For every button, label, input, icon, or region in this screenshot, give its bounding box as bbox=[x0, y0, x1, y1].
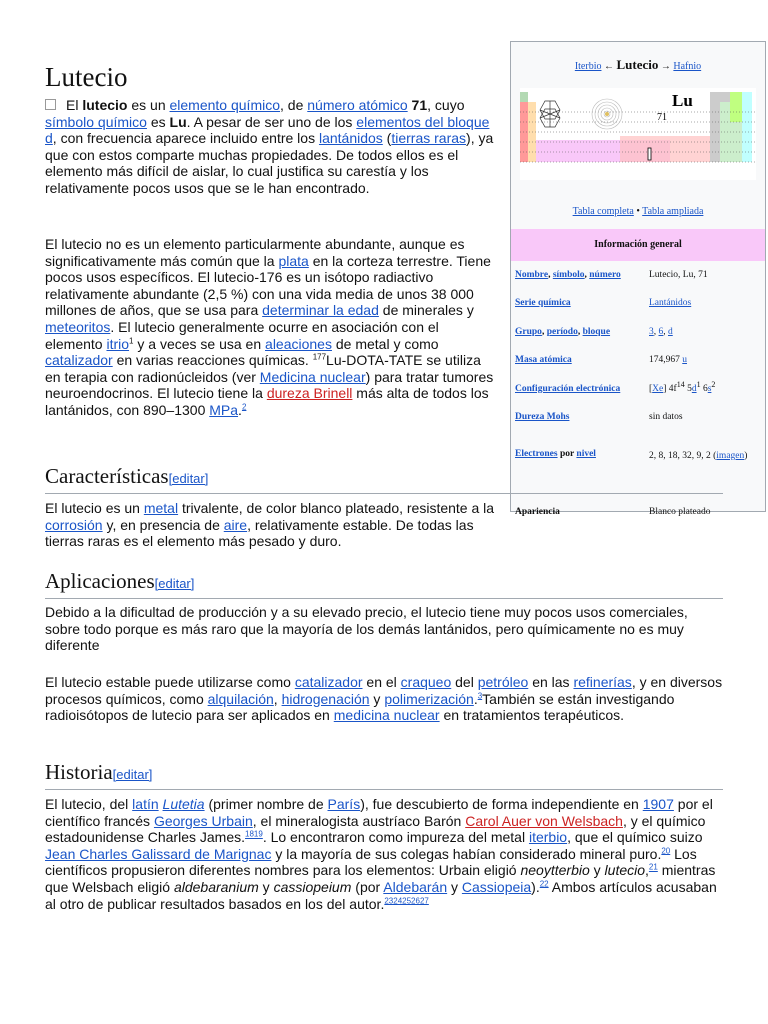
text: neoytterbio bbox=[520, 862, 590, 879]
historia-paragraph bbox=[45, 796, 725, 912]
text: 2, 8, 18, 32, 9, 2 ( bbox=[649, 451, 717, 461]
text: ), fue descubierto de forma independiente en bbox=[360, 796, 643, 812]
intro-paragraph-1 bbox=[45, 97, 495, 197]
arrow-right: → bbox=[660, 61, 671, 72]
inline-link[interactable]: petróleo bbox=[477, 674, 529, 690]
inline-link[interactable]: símbolo químico bbox=[45, 113, 147, 130]
inline-link[interactable]: d bbox=[691, 383, 697, 394]
inline-link[interactable]: hidrogenación bbox=[281, 690, 370, 707]
bold-text: lutecio bbox=[82, 97, 128, 113]
info-value bbox=[645, 290, 765, 319]
text: y a veces se usa en bbox=[133, 335, 266, 352]
text: ) para tratar tumores neuroendocrinos. El lutecio tiene la bbox=[45, 368, 494, 402]
inline-link[interactable]: número bbox=[589, 269, 621, 280]
heading-caracteristicas-text: Características bbox=[45, 464, 169, 488]
text: en tratamientos terapéuticos. bbox=[439, 707, 625, 724]
missing-page-link[interactable]: Carol Auer von Welsbach bbox=[465, 812, 623, 829]
inline-link[interactable]: 3 bbox=[649, 326, 654, 337]
bold-text: 71 bbox=[411, 97, 428, 113]
text: Lu-DOTA-TATE se utiliza en terapia con radionúcleidos (ver bbox=[45, 352, 481, 385]
info-value bbox=[645, 375, 765, 404]
inline-link[interactable]: 6 bbox=[658, 326, 664, 337]
next-element-link[interactable]: Hafnio bbox=[673, 61, 702, 72]
text: en el bbox=[362, 674, 401, 690]
text: . bbox=[238, 401, 242, 418]
text: , relativamente estable. De todas las tierras raras es el elemento más pesado y duro. bbox=[45, 516, 474, 550]
inline-link[interactable]: Electrones bbox=[515, 449, 558, 459]
caracteristicas-paragraph bbox=[45, 500, 503, 550]
info-value bbox=[645, 404, 765, 433]
text: ), ya que con estos comparte muchas propiedades. De todos ellos es el elemento más difícil de aislar, lo cual justifica su carestía y los relativamente pocos usos que se le han encontrado. bbox=[45, 130, 494, 196]
inline-link[interactable]: Lantánidos bbox=[649, 298, 692, 309]
text: [ bbox=[649, 383, 653, 394]
text: ( bbox=[382, 130, 392, 147]
bold-text: Lu bbox=[169, 113, 187, 130]
text: y, en presencia de bbox=[102, 516, 224, 533]
info-label bbox=[511, 375, 645, 404]
superscript: 2 bbox=[711, 379, 716, 389]
inline-link[interactable]: París bbox=[327, 796, 361, 812]
text: por el científico francés bbox=[45, 796, 713, 829]
inline-link[interactable]: Georges Urbain bbox=[153, 812, 253, 829]
text: , con frecuencia aparece incluido entre los bbox=[52, 130, 319, 147]
info-label bbox=[511, 261, 645, 290]
inline-link[interactable]: bloque bbox=[582, 326, 611, 337]
info-row bbox=[511, 498, 765, 527]
info-value bbox=[645, 498, 765, 527]
superscript: 14 bbox=[676, 379, 685, 389]
heading-aplicaciones bbox=[45, 569, 723, 599]
text: , el mineralogista austríaco Barón bbox=[252, 812, 466, 829]
heading-historia bbox=[45, 760, 723, 790]
text: , bbox=[273, 690, 282, 707]
inline-link[interactable]: MPa bbox=[209, 401, 239, 418]
inline-link[interactable]: elementos del bloque d bbox=[45, 113, 490, 147]
text: en la corteza terrestre. Tiene pocos usos específicos. El lutecio-176 es un isótopo radiactivo relativamente abundante (2,5 %) con una vida media de unos 38 000 millones de años, que se usa para bbox=[45, 252, 491, 319]
info-row bbox=[511, 290, 765, 319]
text: sin datos bbox=[649, 412, 683, 423]
text: trivalente, de color blanco plateado, resistente a la bbox=[178, 500, 495, 516]
inline-link[interactable]: craqueo bbox=[400, 674, 452, 690]
text: El lutecio estable puede utilizarse como bbox=[45, 674, 295, 690]
reference-link[interactable]: 2 bbox=[241, 402, 247, 412]
inline-link[interactable]: s bbox=[707, 383, 712, 394]
text: El lutecio, del bbox=[45, 796, 133, 812]
info-label bbox=[511, 404, 645, 433]
inline-link[interactable]: polimerización bbox=[384, 690, 474, 707]
text: Apariencia bbox=[515, 506, 560, 517]
reference-link[interactable]: 1819 bbox=[245, 829, 263, 839]
text: por bbox=[557, 449, 577, 459]
separator: • bbox=[636, 206, 640, 217]
aplicaciones-paragraph-2 bbox=[45, 674, 725, 724]
reference-link[interactable]: 3 bbox=[477, 690, 483, 700]
text: . bbox=[473, 690, 478, 707]
inline-link[interactable]: Configuración electrónica bbox=[515, 383, 621, 394]
text: ] 4f bbox=[663, 383, 677, 394]
inline-link[interactable]: símbolo bbox=[552, 269, 585, 280]
text: y la mayoría de sus colegas habían considerado mineral puro. bbox=[271, 845, 662, 862]
atomic-number-small: 71 bbox=[657, 112, 667, 123]
page-title: Lutecio bbox=[45, 62, 128, 92]
text: , bbox=[663, 326, 668, 337]
heading-historia-text: Historia bbox=[45, 760, 113, 784]
info-label bbox=[511, 290, 645, 319]
text: 174,967 bbox=[649, 355, 683, 366]
info-value bbox=[645, 261, 765, 290]
text: , y el químico estadounidense Charles James. bbox=[45, 812, 706, 846]
inline-link[interactable]: imagen bbox=[716, 451, 745, 461]
text: Los científicos propusieron diferentes nombres para los elementos: Urbain eligió bbox=[45, 845, 697, 879]
text: y bbox=[369, 690, 385, 707]
text: . Lo encontraron como impureza del metal bbox=[262, 829, 529, 846]
reference-link[interactable]: 22 bbox=[539, 879, 549, 889]
text: Blanco plateado bbox=[649, 506, 711, 517]
inline-link[interactable]: Dureza Mohs bbox=[515, 412, 570, 423]
text: También se están investigando radioisótopos de lutecio para ser aplicados en bbox=[45, 690, 675, 724]
info-row bbox=[511, 261, 765, 290]
inline-link[interactable]: corrosión bbox=[45, 516, 103, 533]
inline-link[interactable]: d bbox=[668, 326, 673, 337]
inline-link[interactable]: elemento químico bbox=[169, 97, 281, 113]
text: . A pesar de ser uno de los bbox=[186, 113, 357, 130]
inline-link[interactable]: número atómico bbox=[307, 97, 408, 113]
info-label bbox=[511, 318, 645, 347]
text: más alta de todos los lantánidos, con 890–1300 bbox=[45, 385, 489, 418]
periodic-table-image[interactable] bbox=[520, 88, 756, 180]
inline-link[interactable]: nivel bbox=[576, 449, 596, 459]
inline-link[interactable]: metal bbox=[143, 500, 179, 516]
text: 6 bbox=[700, 383, 708, 394]
inline-link[interactable]: Jean Charles Galissard de Marignac bbox=[45, 845, 272, 862]
table-links bbox=[511, 204, 765, 221]
info-value bbox=[645, 347, 765, 376]
text: , bbox=[577, 326, 583, 337]
tabla-ampliada-link[interactable]: Tabla ampliada bbox=[642, 206, 704, 217]
info-label bbox=[511, 347, 645, 376]
inline-link[interactable]: aleaciones bbox=[265, 335, 332, 352]
inline-link[interactable]: meteoritos bbox=[45, 318, 111, 335]
inline-link[interactable]: Serie química bbox=[515, 298, 571, 309]
info-row bbox=[511, 318, 765, 347]
tabla-completa-link[interactable]: Tabla completa bbox=[572, 206, 634, 217]
inline-link[interactable]: catalizador bbox=[294, 674, 363, 690]
text: y bbox=[447, 878, 462, 895]
inline-link[interactable]: 1907 bbox=[642, 796, 674, 812]
text: (por bbox=[351, 878, 384, 895]
text: y bbox=[589, 862, 605, 879]
text: es bbox=[146, 113, 170, 130]
arrow-left: ← bbox=[603, 61, 614, 72]
inline-link[interactable]: medicina nuclear bbox=[333, 707, 440, 724]
text: , bbox=[645, 862, 649, 879]
edit-aplicaciones-link[interactable]: [editar] bbox=[154, 576, 195, 591]
inline-link[interactable]: u bbox=[682, 355, 687, 366]
info-row bbox=[511, 375, 765, 404]
text: , y en diversos procesos químicos, como bbox=[45, 674, 723, 707]
reference-link[interactable]: 20 bbox=[661, 846, 671, 856]
edit-caracteristicas-link[interactable]: [editar] bbox=[168, 471, 209, 486]
text: Ambos artículos acusaban al otro de publicar resultados basados en los del autor. bbox=[45, 878, 717, 912]
inline-link[interactable]: refinerías bbox=[573, 674, 632, 690]
inline-link[interactable]: Lutetia bbox=[162, 796, 205, 812]
prev-element-link[interactable]: Iterbio bbox=[574, 61, 602, 72]
inline-link[interactable]: lantánidos bbox=[318, 130, 383, 147]
element-symbol: Lu bbox=[672, 91, 693, 110]
text: lutecio bbox=[604, 862, 646, 879]
inline-link[interactable]: Cassiopeia bbox=[461, 878, 532, 895]
element-navigation bbox=[511, 57, 765, 76]
inline-link[interactable]: Nombre bbox=[515, 269, 549, 280]
inline-link[interactable]: iterbio bbox=[528, 829, 568, 846]
inline-link[interactable]: Grupo bbox=[515, 326, 542, 337]
text: de metal y como bbox=[331, 335, 439, 352]
heading-caracteristicas bbox=[45, 464, 723, 494]
superscript: 177 bbox=[312, 352, 327, 362]
heading-aplicaciones-text: Aplicaciones bbox=[45, 569, 155, 593]
reference-link[interactable]: 21 bbox=[648, 862, 658, 872]
inline-link[interactable]: latín bbox=[132, 796, 159, 812]
text: ). bbox=[531, 878, 540, 895]
text: de minerales y bbox=[378, 302, 474, 319]
inline-link[interactable]: aire bbox=[223, 516, 248, 533]
edit-historia-link[interactable]: [editar] bbox=[112, 767, 153, 782]
text: (primer nombre de bbox=[204, 796, 328, 812]
inline-link[interactable]: plata bbox=[278, 252, 309, 269]
text: , cuyo bbox=[427, 97, 465, 113]
inline-link[interactable]: alquilación bbox=[207, 690, 274, 707]
text: ) bbox=[744, 451, 748, 461]
inline-link[interactable]: itrio bbox=[106, 335, 130, 352]
text: , bbox=[653, 326, 659, 337]
text: 5 bbox=[684, 383, 692, 394]
text: cassiopeium bbox=[273, 878, 352, 895]
info-section-title: Información general bbox=[511, 229, 765, 261]
text: , de bbox=[280, 97, 308, 113]
text: mientras que Welsbach eligió bbox=[45, 862, 716, 895]
text: del bbox=[451, 674, 478, 690]
text: Debido a la dificultad de producción y a su elevado precio, el lutecio tiene muy pocos usos comerciales, sobre todo porque es más raro que la mayoría de los demás lantánidos, pero químicamente no es muy diferente bbox=[45, 604, 688, 654]
text: es un bbox=[127, 97, 170, 113]
info-value bbox=[645, 318, 765, 347]
text: en varias reacciones químicas. bbox=[112, 352, 313, 369]
text: en las bbox=[528, 674, 574, 690]
superscript: 1 bbox=[696, 379, 701, 389]
info-row bbox=[511, 347, 765, 376]
inline-link[interactable]: determinar la edad bbox=[262, 302, 379, 319]
text: , bbox=[541, 326, 547, 337]
info-label bbox=[511, 498, 645, 527]
text: , que el químico suizo bbox=[567, 829, 703, 846]
infobox bbox=[510, 41, 766, 517]
text: El bbox=[66, 97, 83, 113]
text: Lutecio, Lu, 71 bbox=[649, 269, 708, 280]
text: y bbox=[258, 878, 274, 895]
inline-link[interactable]: Medicina nuclear bbox=[259, 368, 366, 385]
inline-link[interactable]: catalizador bbox=[45, 352, 113, 369]
text: , bbox=[584, 269, 590, 280]
missing-page-link[interactable]: dureza Brinell bbox=[266, 385, 353, 402]
text: El lutecio no es un elemento particularmente abundante, aunque es significativamente más común que la bbox=[45, 236, 465, 269]
inline-link[interactable]: Xe bbox=[652, 383, 664, 394]
text: . El lutecio generalmente ocurre en asociación con el elemento bbox=[45, 318, 439, 352]
element-name: Lutecio bbox=[616, 57, 659, 72]
reference-link[interactable]: 2324252627 bbox=[384, 895, 429, 905]
inline-link[interactable]: tierras raras bbox=[391, 130, 467, 147]
inline-link[interactable]: Aldebarán bbox=[383, 878, 448, 895]
info-row bbox=[511, 404, 765, 433]
inline-link[interactable]: período bbox=[546, 326, 578, 337]
intro-paragraph-2 bbox=[45, 236, 497, 419]
text: El lutecio es un bbox=[45, 500, 144, 516]
broken-image-icon bbox=[45, 99, 56, 110]
text: aldebaranium bbox=[173, 878, 259, 895]
text: , bbox=[548, 269, 553, 280]
aplicaciones-paragraph-1 bbox=[45, 604, 717, 654]
inline-link[interactable]: Masa atómica bbox=[515, 355, 572, 366]
superscript: 1 bbox=[129, 335, 134, 345]
